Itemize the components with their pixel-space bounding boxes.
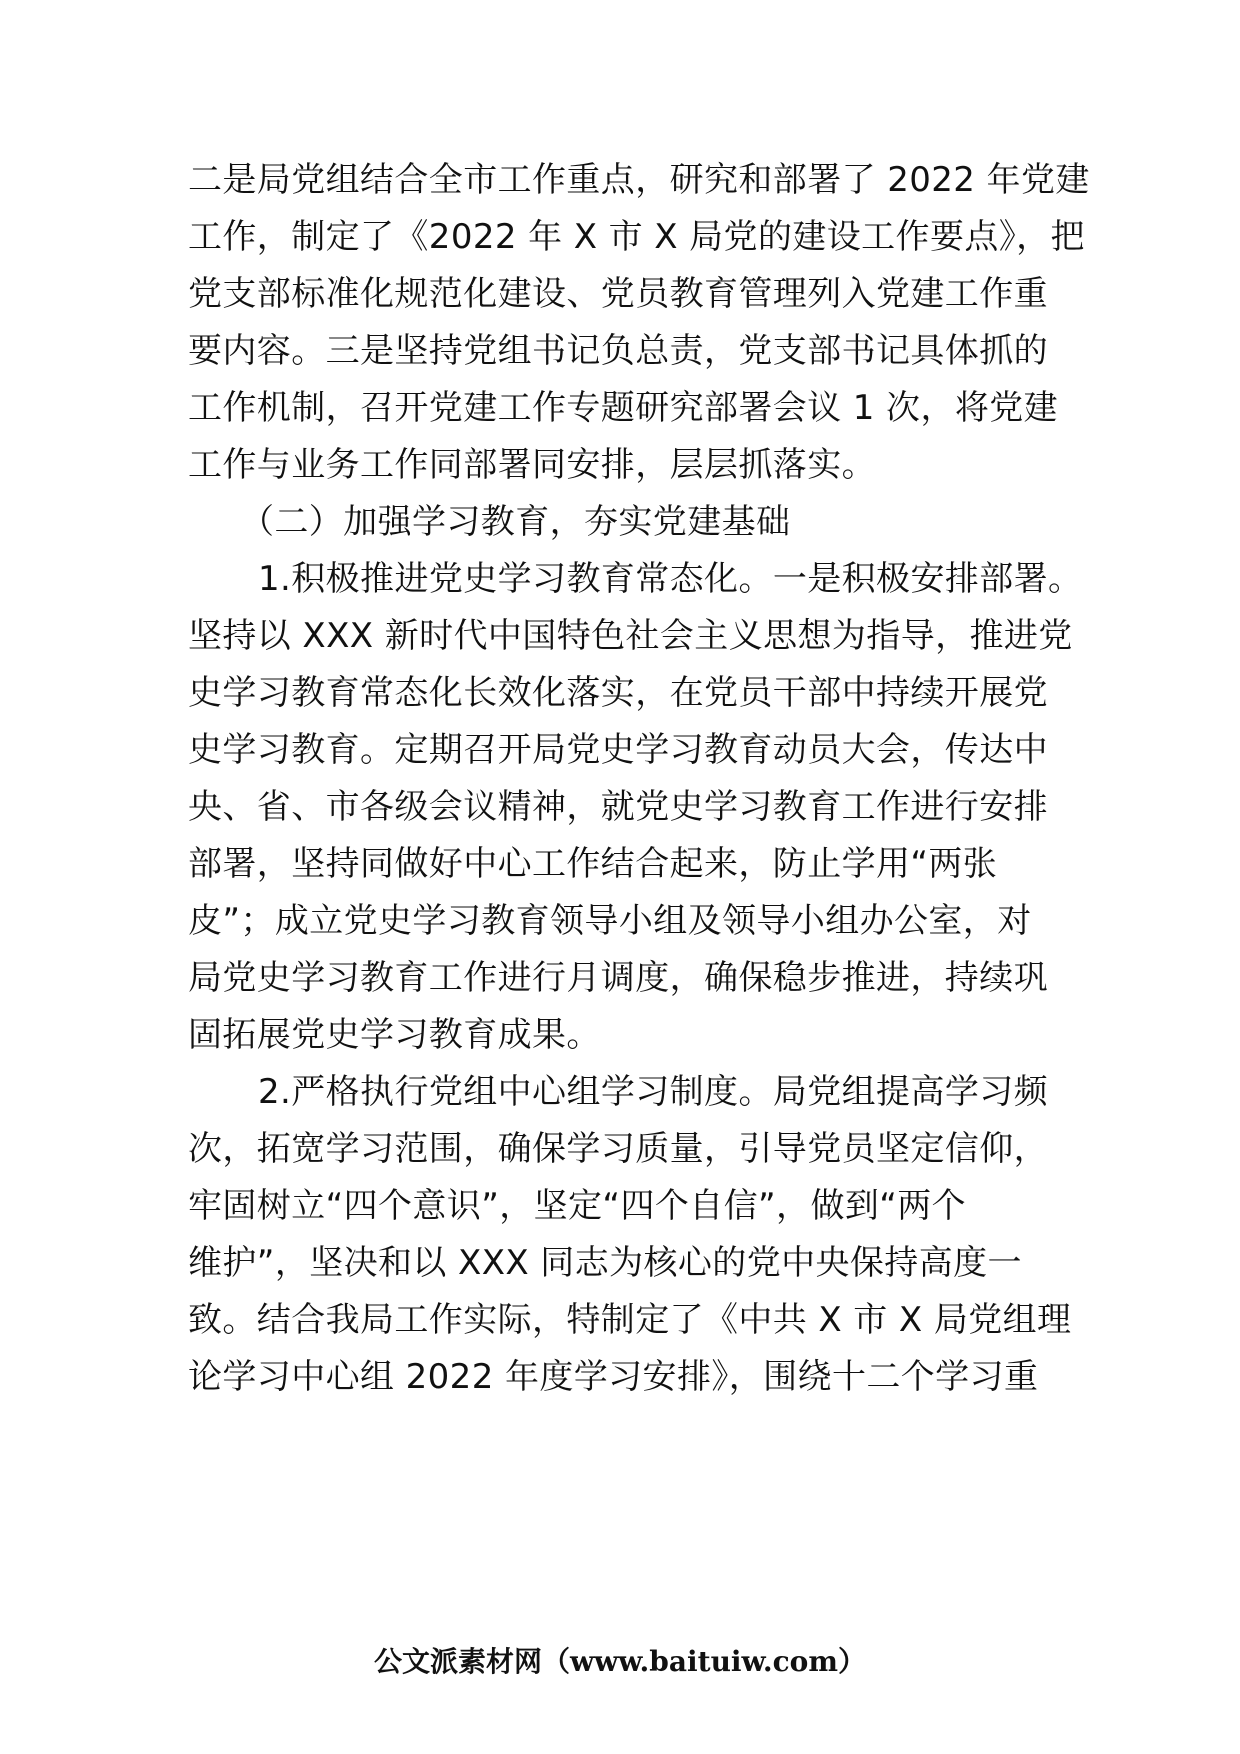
body-text-line: 工作，制定了《2022 年 X 市 X 局党的建设工作要点》，把 [188,217,1085,257]
body-text-line: 皮”；成立党史学习教育领导小组及领导小组办公室，对 [188,901,1032,941]
body-text-line: 工作与业务工作同部署同安排，层层抓落实。 [188,445,876,485]
body-text-line: 固拓展党史学习教育成果。 [188,1015,601,1055]
body-text-line: 党支部标准化规范化建设、党员教育管理列入党建工作重 [188,274,1048,314]
body-text-line: 维护”，坚决和以 XXX 同志为核心的党中央保持高度一 [188,1243,1022,1283]
body-text-line: 坚持以 XXX 新时代中国特色社会主义思想为指导，推进党 [188,616,1073,656]
body-text-line: 牢固树立“四个意识”，坚定“四个自信”，做到“两个 [188,1186,967,1226]
body-text-line: 致。结合我局工作实际，特制定了《中共 X 市 X 局党组理 [188,1300,1072,1340]
body-text-line: 央、省、市各级会议精神，就党史学习教育工作进行安排 [188,787,1048,827]
body-text-line: 次，拓宽学习范围，确保学习质量，引导党员坚定信仰， [188,1129,1048,1169]
body-text-line: 史学习教育常态化长效化落实，在党员干部中持续开展党 [188,673,1048,713]
body-text-line: 史学习教育。定期召开局党史学习教育动员大会，传达中 [188,730,1048,770]
paragraph-heading: 1.积极推进党史学习教育常态化。一是积极安排部署。 [258,559,1083,599]
footer-watermark: 公文派素材网（www.baituiw.com） [374,1645,866,1678]
body-text-line: 工作机制，召开党建工作专题研究部署会议 1 次，将党建 [188,388,1059,428]
body-text-line: 部署，坚持同做好中心工作结合起来，防止学用“两张 [188,844,998,884]
body-text-line: 要内容。三是坚持党组书记负总责，党支部书记具体抓的 [188,331,1048,371]
section-heading: （二）加强学习教育，夯实党建基础 [240,502,791,542]
body-text-line: 二是局党组结合全市工作重点，研究和部署了 2022 年党建 [188,160,1090,200]
body-text-line: 论学习中心组 2022 年度学习安排》，围绕十二个学习重 [188,1357,1039,1397]
body-text-line: 局党史学习教育工作进行月调度，确保稳步推进，持续巩 [188,958,1048,998]
paragraph-heading: 2.严格执行党组中心组学习制度。局党组提高学习频 [258,1072,1049,1112]
